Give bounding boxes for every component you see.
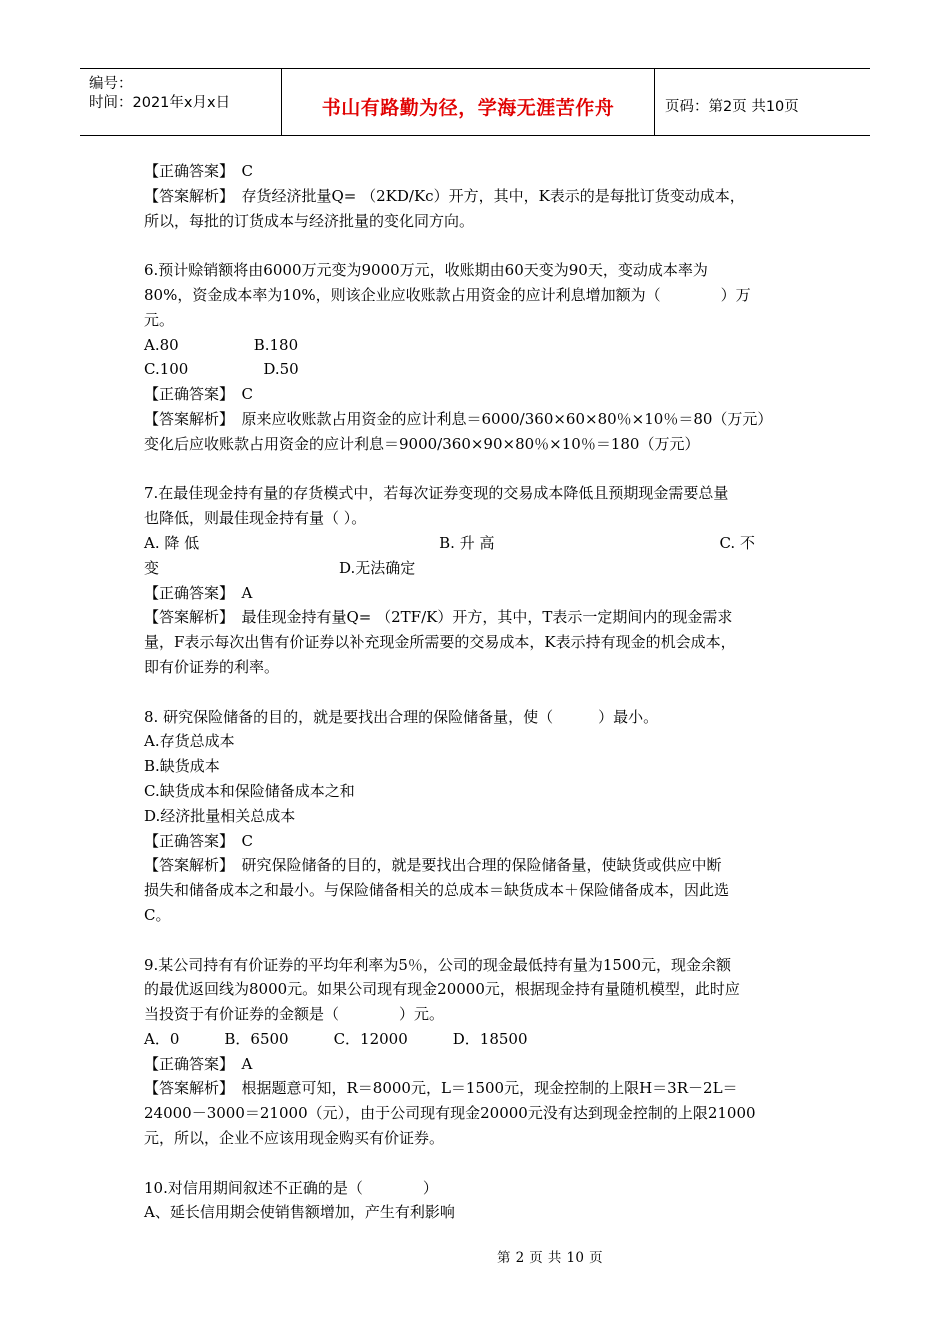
header-meta-cell bbox=[80, 69, 282, 135]
paragraph-gap bbox=[144, 233, 816, 258]
text-line: A、延长信用期会使销售额增加，产生有利影响 bbox=[144, 1203, 455, 1222]
text-line: 变化后应收账款占用资金的应计利息＝9000/360×90×80％×10％＝180（万元） bbox=[144, 434, 700, 453]
paragraph-gap bbox=[144, 457, 816, 482]
text-line: 当投资于有价证券的金额是（ ）元。 bbox=[144, 1005, 445, 1024]
text-line: A. 降 低 B. 升 高 C. 不 bbox=[144, 533, 755, 552]
page-footer bbox=[0, 1246, 950, 1266]
text-line: 【正确答案】 C bbox=[144, 385, 253, 404]
text-line: A.存货总成本 bbox=[144, 732, 235, 751]
text-line: 所以，每批的订货成本与经济批量的变化同方向。 bbox=[144, 211, 475, 230]
text-line: 8. 研究保险储备的目的，就是要找出合理的保险储备量，使（ ）最小。 bbox=[144, 707, 659, 726]
text-line: 【答案解析】 研究保险储备的目的，就是要找出合理的保险储备量，使缺货或供应中断 bbox=[144, 856, 722, 875]
header-page-cell bbox=[655, 69, 870, 135]
text-line: 【答案解析】 存货经济批量Q= （2KD/Kc）开方，其中，K表示的是每批订货变动成本， bbox=[144, 186, 745, 205]
header-motto: 书山有路勤为径，学海无涯苦作舟 bbox=[321, 97, 615, 119]
text-line: 【答案解析】 根据题意可知，R＝8000元，L＝1500元，现金控制的上限H＝3R－2L＝ bbox=[144, 1079, 738, 1098]
text-line: 【正确答案】 C bbox=[144, 831, 253, 850]
header-motto-cell bbox=[282, 69, 655, 135]
text-line: 【答案解析】 最佳现金持有量Q= （2TF/K）开方，其中，T表示一定期间内的现金需求 bbox=[144, 608, 733, 627]
text-line: 的最优返回线为8000元。如果公司现有现金20000元，根据现金持有量随机模型，此时应 bbox=[144, 980, 740, 999]
text-line: C.缺货成本和保险储备成本之和 bbox=[144, 781, 355, 800]
text-line: C.100 D.50 bbox=[144, 360, 299, 379]
text-line: 变 D.无法确定 bbox=[144, 558, 416, 577]
text-line: 24000－3000＝21000（元），由于公司现有现金20000元没有达到现金控制的上限21000 bbox=[144, 1104, 756, 1123]
footer-page-number: 第 2 页 共 10 页 bbox=[496, 1250, 604, 1266]
text-line: B.缺货成本 bbox=[144, 757, 220, 776]
text-line: 也降低，则最佳现金持有量（ ）。 bbox=[144, 509, 367, 528]
document-time-label: 时间：2021年x月x日 bbox=[89, 95, 231, 111]
text-line: 【正确答案】 C bbox=[144, 162, 253, 180]
text-line: C。 bbox=[144, 905, 171, 924]
paragraph-gap bbox=[144, 680, 816, 705]
text-line: 元。 bbox=[144, 310, 175, 329]
text-line: 【答案解析】 原来应收账款占用资金的应计利息＝6000/360×60×80％×10％＝80（万元） bbox=[144, 409, 773, 428]
text-line: 量，F表示每次出售有价证券以补充现金所需要的交易成本，K表示持有现金的机会成本， bbox=[144, 633, 736, 652]
text-line: D.经济批量相关总成本 bbox=[144, 806, 296, 825]
document-number-label: 编号： bbox=[89, 76, 133, 92]
text-line: 损失和储备成本之和最小。与保险储备相关的总成本＝缺货成本＋保险储备成本，因此选 bbox=[144, 881, 730, 900]
paragraph-gap bbox=[144, 1151, 816, 1176]
paragraph-gap bbox=[144, 928, 816, 953]
text-line: 7.在最佳现金持有量的存货模式中，若每次证券变现的交易成本降低且预期现金需要总量 bbox=[144, 484, 729, 503]
text-line: A．0 B．6500 C．12000 D．18500 bbox=[144, 1029, 528, 1048]
text-line: 元，所以，企业不应该用现金购买有价证券。 bbox=[144, 1129, 445, 1148]
text-line: 即有价证券的利率。 bbox=[144, 657, 280, 676]
header-page-info: 页码：第2页 共10页 bbox=[665, 99, 799, 115]
document-body bbox=[144, 159, 816, 1225]
text-line: 6.预计赊销额将由6000万元变为9000万元，收账期由60天变为90天，变动成本率为 bbox=[144, 261, 708, 280]
text-line: A.80 B.180 bbox=[144, 335, 299, 354]
text-line: 10.对信用期间叙述不正确的是（ ） bbox=[144, 1178, 438, 1197]
page-header bbox=[80, 68, 870, 136]
text-line: 【正确答案】 A bbox=[144, 583, 253, 602]
text-line: 80%，资金成本率为10%，则该企业应收账款占用资金的应计利息增加额为（ ）万 bbox=[144, 285, 751, 304]
text-line: 9.某公司持有有价证券的平均年利率为5％，公司的现金最低持有量为1500元，现金余额 bbox=[144, 955, 732, 974]
text-line: 【正确答案】 A bbox=[144, 1054, 253, 1073]
